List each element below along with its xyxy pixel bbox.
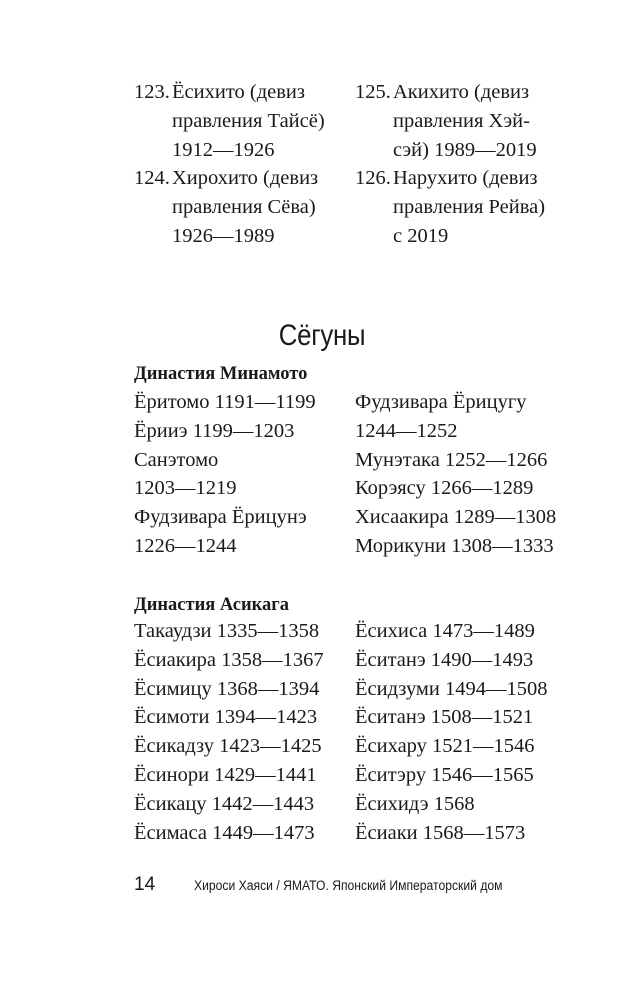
emperor-line: 1912—1926 [172, 138, 275, 161]
shogun-line: Ёритомо 1191—1199 [134, 391, 316, 413]
shogun-line: Ёсинори 1429—1441 [134, 763, 317, 786]
shogun-line: Ёсихидэ 1568 [355, 792, 475, 815]
emperor-line: правления Хэй- [393, 109, 530, 132]
emperor-line: Хирохито (девиз [172, 167, 319, 190]
emperor-number: 123. [134, 81, 170, 103]
shogun-line: Ёсиаки 1568—1573 [355, 821, 526, 844]
section-title: Сёгуны [278, 319, 366, 352]
emperor-line: 1926—1989 [172, 224, 275, 247]
shogun-line: Санэтомо [134, 448, 219, 471]
shogun-line: Ёсихиса 1473—1489 [355, 620, 535, 642]
shogun-line: 1226—1244 [134, 534, 237, 557]
emperor-line: правления Сёва) [172, 196, 316, 219]
emperor-line: правления Тайсё) [172, 109, 325, 132]
shogun-line: Ёсимоти 1394—1423 [134, 706, 318, 729]
page-number: 14 [134, 874, 156, 895]
emperor-line: с 2019 [393, 224, 449, 247]
shogun-line: Ёситэру 1546—1565 [355, 763, 534, 786]
dynasty-heading-minamoto: Династия Минамото [134, 364, 308, 384]
running-title: Хироси Хаяси / ЯМАТО. Японский Императорский дом [194, 878, 503, 893]
shogun-line: Ёсимицу 1368—1394 [134, 677, 320, 700]
emperor-line: Акихито (девиз [393, 81, 530, 103]
shogun-line: Хисаакира 1289—1308 [355, 506, 557, 529]
shogun-line: Ёсикацу 1442—1443 [134, 792, 315, 815]
emperor-number: 125. [355, 81, 391, 103]
shogun-line: Ёрииэ 1199—1203 [134, 419, 295, 442]
shogun-line: Ёсиакира 1358—1367 [134, 648, 324, 671]
emperor-entry-125 [355, 78, 585, 164]
emperor-entry-124 [134, 164, 344, 250]
shogun-line: Ёсихару 1521—1546 [355, 735, 535, 758]
shogun-line: 1244—1252 [355, 419, 458, 442]
emperor-number: 124. [134, 167, 170, 190]
emperor-line: правления Рейва) [393, 196, 546, 219]
shogun-line: Ёситанэ 1490—1493 [355, 648, 534, 671]
shogun-line: Корэясу 1266—1289 [355, 477, 534, 500]
shogun-line: Фудзивара Ёрицугу [355, 391, 527, 413]
ashikaga-right-column [355, 617, 585, 847]
dynasty-heading-ashikaga: Династия Асикага [134, 595, 289, 615]
shogun-line: Ёсимаса 1449—1473 [134, 821, 315, 844]
emperor-list-left-column [134, 78, 344, 251]
emperor-line: Ёсихито (девиз [172, 81, 305, 103]
shogun-line: Ёсикадзу 1423—1425 [134, 735, 322, 758]
emperor-entry-123 [134, 78, 344, 164]
minamoto-left-column [134, 388, 344, 561]
emperor-entry-126 [355, 164, 585, 250]
page-footer [134, 874, 604, 896]
emperor-number: 126. [355, 167, 391, 190]
emperor-list-right-column [355, 78, 585, 251]
shogun-line: Морикуни 1308—1333 [355, 534, 554, 557]
shogun-line: Фудзивара Ёрицунэ [134, 506, 307, 529]
shogun-line: Ёситанэ 1508—1521 [355, 706, 534, 729]
shogun-line: 1203—1219 [134, 477, 237, 500]
ashikaga-left-column [134, 617, 344, 847]
shogun-line: Мунэтака 1252—1266 [355, 448, 548, 471]
shogun-line: Такаудзи 1335—1358 [134, 620, 320, 642]
shogun-line: Ёсидзуми 1494—1508 [355, 677, 548, 700]
emperor-line: Нарухито (девиз [393, 167, 538, 190]
emperor-line: сэй) 1989—2019 [393, 138, 537, 161]
minamoto-right-column [355, 388, 585, 561]
